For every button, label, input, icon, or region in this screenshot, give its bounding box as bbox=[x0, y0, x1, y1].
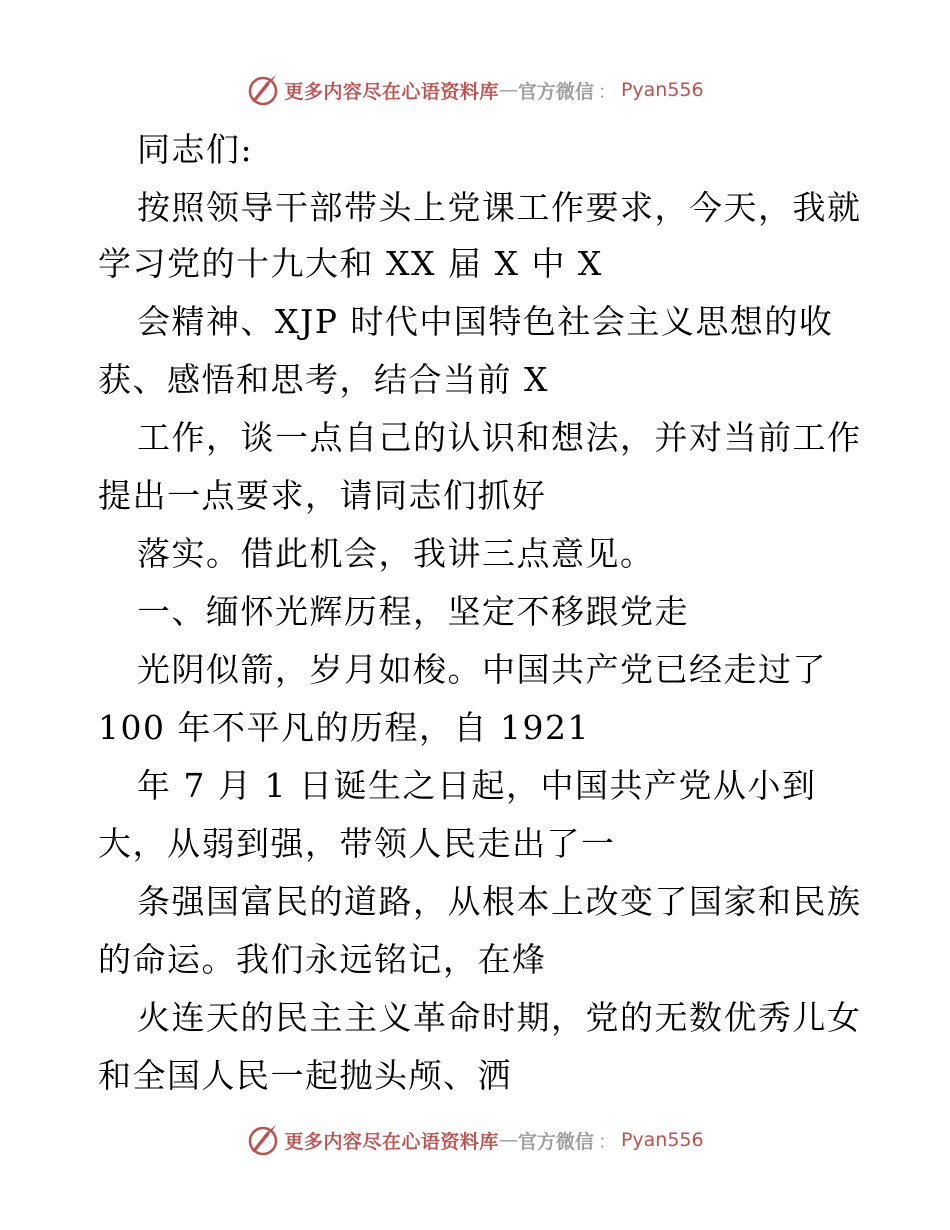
promo-text: 更多内容尽在心语资料库 bbox=[284, 1130, 499, 1153]
section-heading: 一、缅怀光辉历程，坚定不移跟党走 bbox=[137, 592, 689, 631]
body-line: 和全国人民一起抛头颅、洒 bbox=[98, 1056, 512, 1095]
body-line: 落实。借此机会，我讲三点意见。 bbox=[137, 534, 655, 573]
body-line: 的命运。我们永远铭记，在烽 bbox=[98, 940, 547, 979]
body-line: 年 7 月 1 日诞生之日起，中国共产党从小到 bbox=[137, 766, 817, 805]
footer-watermark-banner bbox=[0, 1120, 950, 1160]
body-line: 光阴似箭，岁月如梭。中国共产党已经走过了 bbox=[137, 650, 827, 689]
body-line: 学习党的十九大和 XX 届 X 中 X bbox=[98, 244, 603, 283]
body-line: 100 年不平凡的历程，自 1921 bbox=[98, 708, 590, 747]
body-line: 火连天的民主主义革命时期，党的无数优秀儿女 bbox=[137, 998, 862, 1037]
pen-quill-logo-icon bbox=[246, 1123, 280, 1157]
body-line: 提出一点要求，请同志们抓好 bbox=[98, 476, 547, 515]
body-line: 获、感悟和思考，结合当前 X bbox=[98, 360, 549, 399]
official-wechat-label: 官方微信 bbox=[517, 80, 594, 103]
banner-separator: ： bbox=[597, 1130, 617, 1153]
wechat-account: Pyan556 bbox=[620, 1129, 704, 1151]
body-line: 会精神、XJP 时代中国特色社会主义思想的收 bbox=[137, 302, 834, 341]
body-line: 同志们: bbox=[137, 130, 254, 169]
header-watermark-banner bbox=[0, 70, 950, 110]
wechat-account: Pyan556 bbox=[620, 79, 704, 101]
banner-dash: — bbox=[498, 1129, 518, 1151]
body-line: 条强国富民的道路，从根本上改变了国家和民族 bbox=[137, 882, 862, 921]
pen-quill-logo-icon bbox=[246, 73, 280, 107]
banner-dash: — bbox=[498, 79, 518, 101]
body-line: 按照领导干部带头上党课工作要求，今天，我就 bbox=[137, 188, 862, 227]
body-line: 工作，谈一点自己的认识和想法，并对当前工作 bbox=[137, 418, 862, 457]
body-line: 大，从弱到强，带领人民走出了一 bbox=[98, 824, 616, 863]
banner-separator: ： bbox=[597, 80, 617, 103]
official-wechat-label: 官方微信 bbox=[517, 1130, 594, 1153]
promo-text: 更多内容尽在心语资料库 bbox=[284, 80, 499, 103]
